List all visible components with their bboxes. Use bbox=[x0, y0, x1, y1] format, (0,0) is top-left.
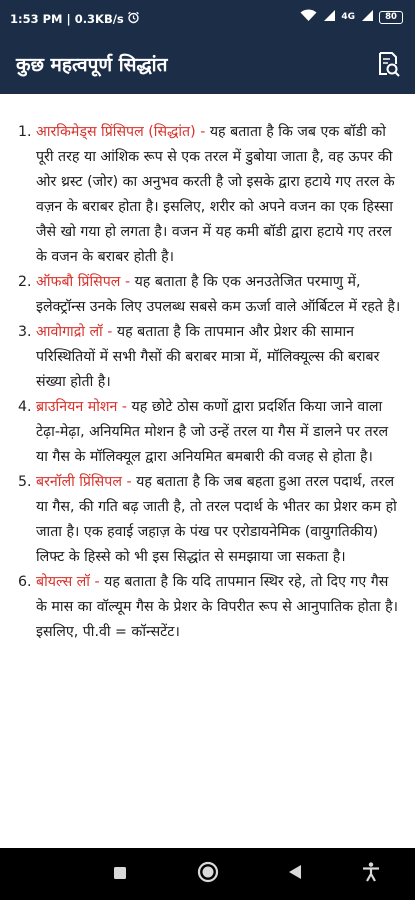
item-number: 6. bbox=[18, 574, 32, 590]
quiz-edit-icon bbox=[373, 63, 401, 82]
item-number: 3. bbox=[18, 324, 32, 340]
home-button[interactable] bbox=[196, 862, 220, 886]
recents-button[interactable] bbox=[108, 862, 132, 886]
list-item bbox=[0, 395, 415, 470]
home-icon bbox=[197, 861, 219, 887]
item-heading: आरकिमेड्स प्रिंसिपल (सिद्धांत) - bbox=[36, 124, 206, 140]
status-left bbox=[10, 11, 140, 27]
signal-icon-1 bbox=[322, 9, 336, 25]
wifi-icon bbox=[300, 9, 317, 25]
back-button[interactable] bbox=[283, 862, 307, 886]
item-number: 4. bbox=[18, 399, 32, 415]
list-item bbox=[0, 320, 415, 395]
item-number: 1. bbox=[18, 124, 32, 140]
page-title: कुछ महत्वपूर्ण सिद्धांत bbox=[16, 54, 168, 76]
list-item bbox=[0, 270, 415, 320]
item-heading: ब्राउनियन मोशन - bbox=[36, 399, 128, 415]
battery-level: 80 bbox=[385, 12, 397, 22]
accessibility-icon bbox=[362, 862, 380, 886]
item-heading: ऑफबौ प्रिंसिपल - bbox=[36, 274, 131, 290]
app-bar bbox=[0, 36, 415, 94]
item-number: 5. bbox=[18, 474, 32, 490]
quiz-edit-button[interactable] bbox=[373, 50, 401, 78]
alarm-icon bbox=[127, 11, 140, 27]
battery-icon bbox=[379, 11, 403, 24]
item-heading: बोयल्स लॉ - bbox=[36, 574, 100, 590]
item-text: यह बताता है कि यदि तापमान स्थिर रहे, तो दिए गए गैस के मास का वॉल्यूम गैस के प्रेशर के विपरीत रूप से आनुपातिक होता है। इसलिए, पी.वी = कॉन्सटेंट। bbox=[36, 574, 398, 640]
item-text: यह बताता है कि एक अनउतेजित परमाणु में, इलेक्ट्रॉन्स उनके लिए उपलब्ध सबसे कम ऊर्जा वाले ऑर्बिटल में रहते है। bbox=[36, 274, 401, 315]
item-text: यह बताता है कि जब एक बॉडी को पूरी तरह या आंशिक रूप से एक तरल में डुबोया जाता है, वह ऊपर की ओर थ्रस्ट (जोर) का अनुभव करती है जो इसके द्वारा हटाये गए तरल के वज़न के बराबर होता है। इसलिए, शरीर को अपने वजन का एक हिस्सा जैसे खो गया हो लगता है। वजन में यह कमी बॉडी द्वारा हटाये गए तरल के वजन के बराबर होती है। bbox=[36, 124, 395, 265]
back-icon bbox=[288, 864, 302, 884]
system-nav-bar bbox=[0, 848, 415, 900]
item-text: यह बताता है कि तापमान और प्रेशर की सामान परिस्थितियों में सभी गैसों की बराबर मात्रा में, मॉलिक्यूल्स की बराबर संख्या होती है। bbox=[36, 324, 380, 390]
principles-content bbox=[0, 120, 415, 848]
status-right bbox=[300, 9, 403, 25]
list-item bbox=[0, 120, 415, 270]
principles-list bbox=[0, 120, 415, 645]
item-number: 2. bbox=[18, 274, 32, 290]
status-time-speed: 1:53 PM | 0.3KB/s bbox=[10, 12, 124, 26]
network-label: 4G bbox=[341, 12, 355, 22]
item-heading: बरनॉली प्रिंसिपल - bbox=[36, 474, 132, 490]
recents-icon bbox=[113, 865, 127, 884]
signal-icon-2 bbox=[360, 9, 374, 25]
accessibility-button[interactable] bbox=[359, 862, 383, 886]
status-bar bbox=[0, 0, 415, 36]
list-item bbox=[0, 470, 415, 570]
item-text: यह बताता है कि जब बहता हुआ तरल पदार्थ, तरल या गैस, की गति बढ़ जाती है, तो तरल पदार्थ के भीतर का प्रेशर कम हो जाता है। एक हवाई जहाज़ के पंख पर एरोडायनेमिक (वायुगतिकीय) लिफ्ट के हिस्से को भी इस सिद्धांत से समझाया जा सकता है। bbox=[36, 474, 397, 565]
item-text: यह छोटे ठोस कणों द्वारा प्रदर्शित किया जाने वाला टेढ़ा-मेढ़ा, अनियमित मोशन है जो उन्हें तरल या गैस में डालने पर तरल या गैस के मॉलिक्यूल द्वारा अनियमित बमबारी की वजह से होता है। bbox=[36, 399, 389, 465]
list-item bbox=[0, 570, 415, 645]
item-heading: आवोगाद्रो लॉ - bbox=[36, 324, 113, 340]
